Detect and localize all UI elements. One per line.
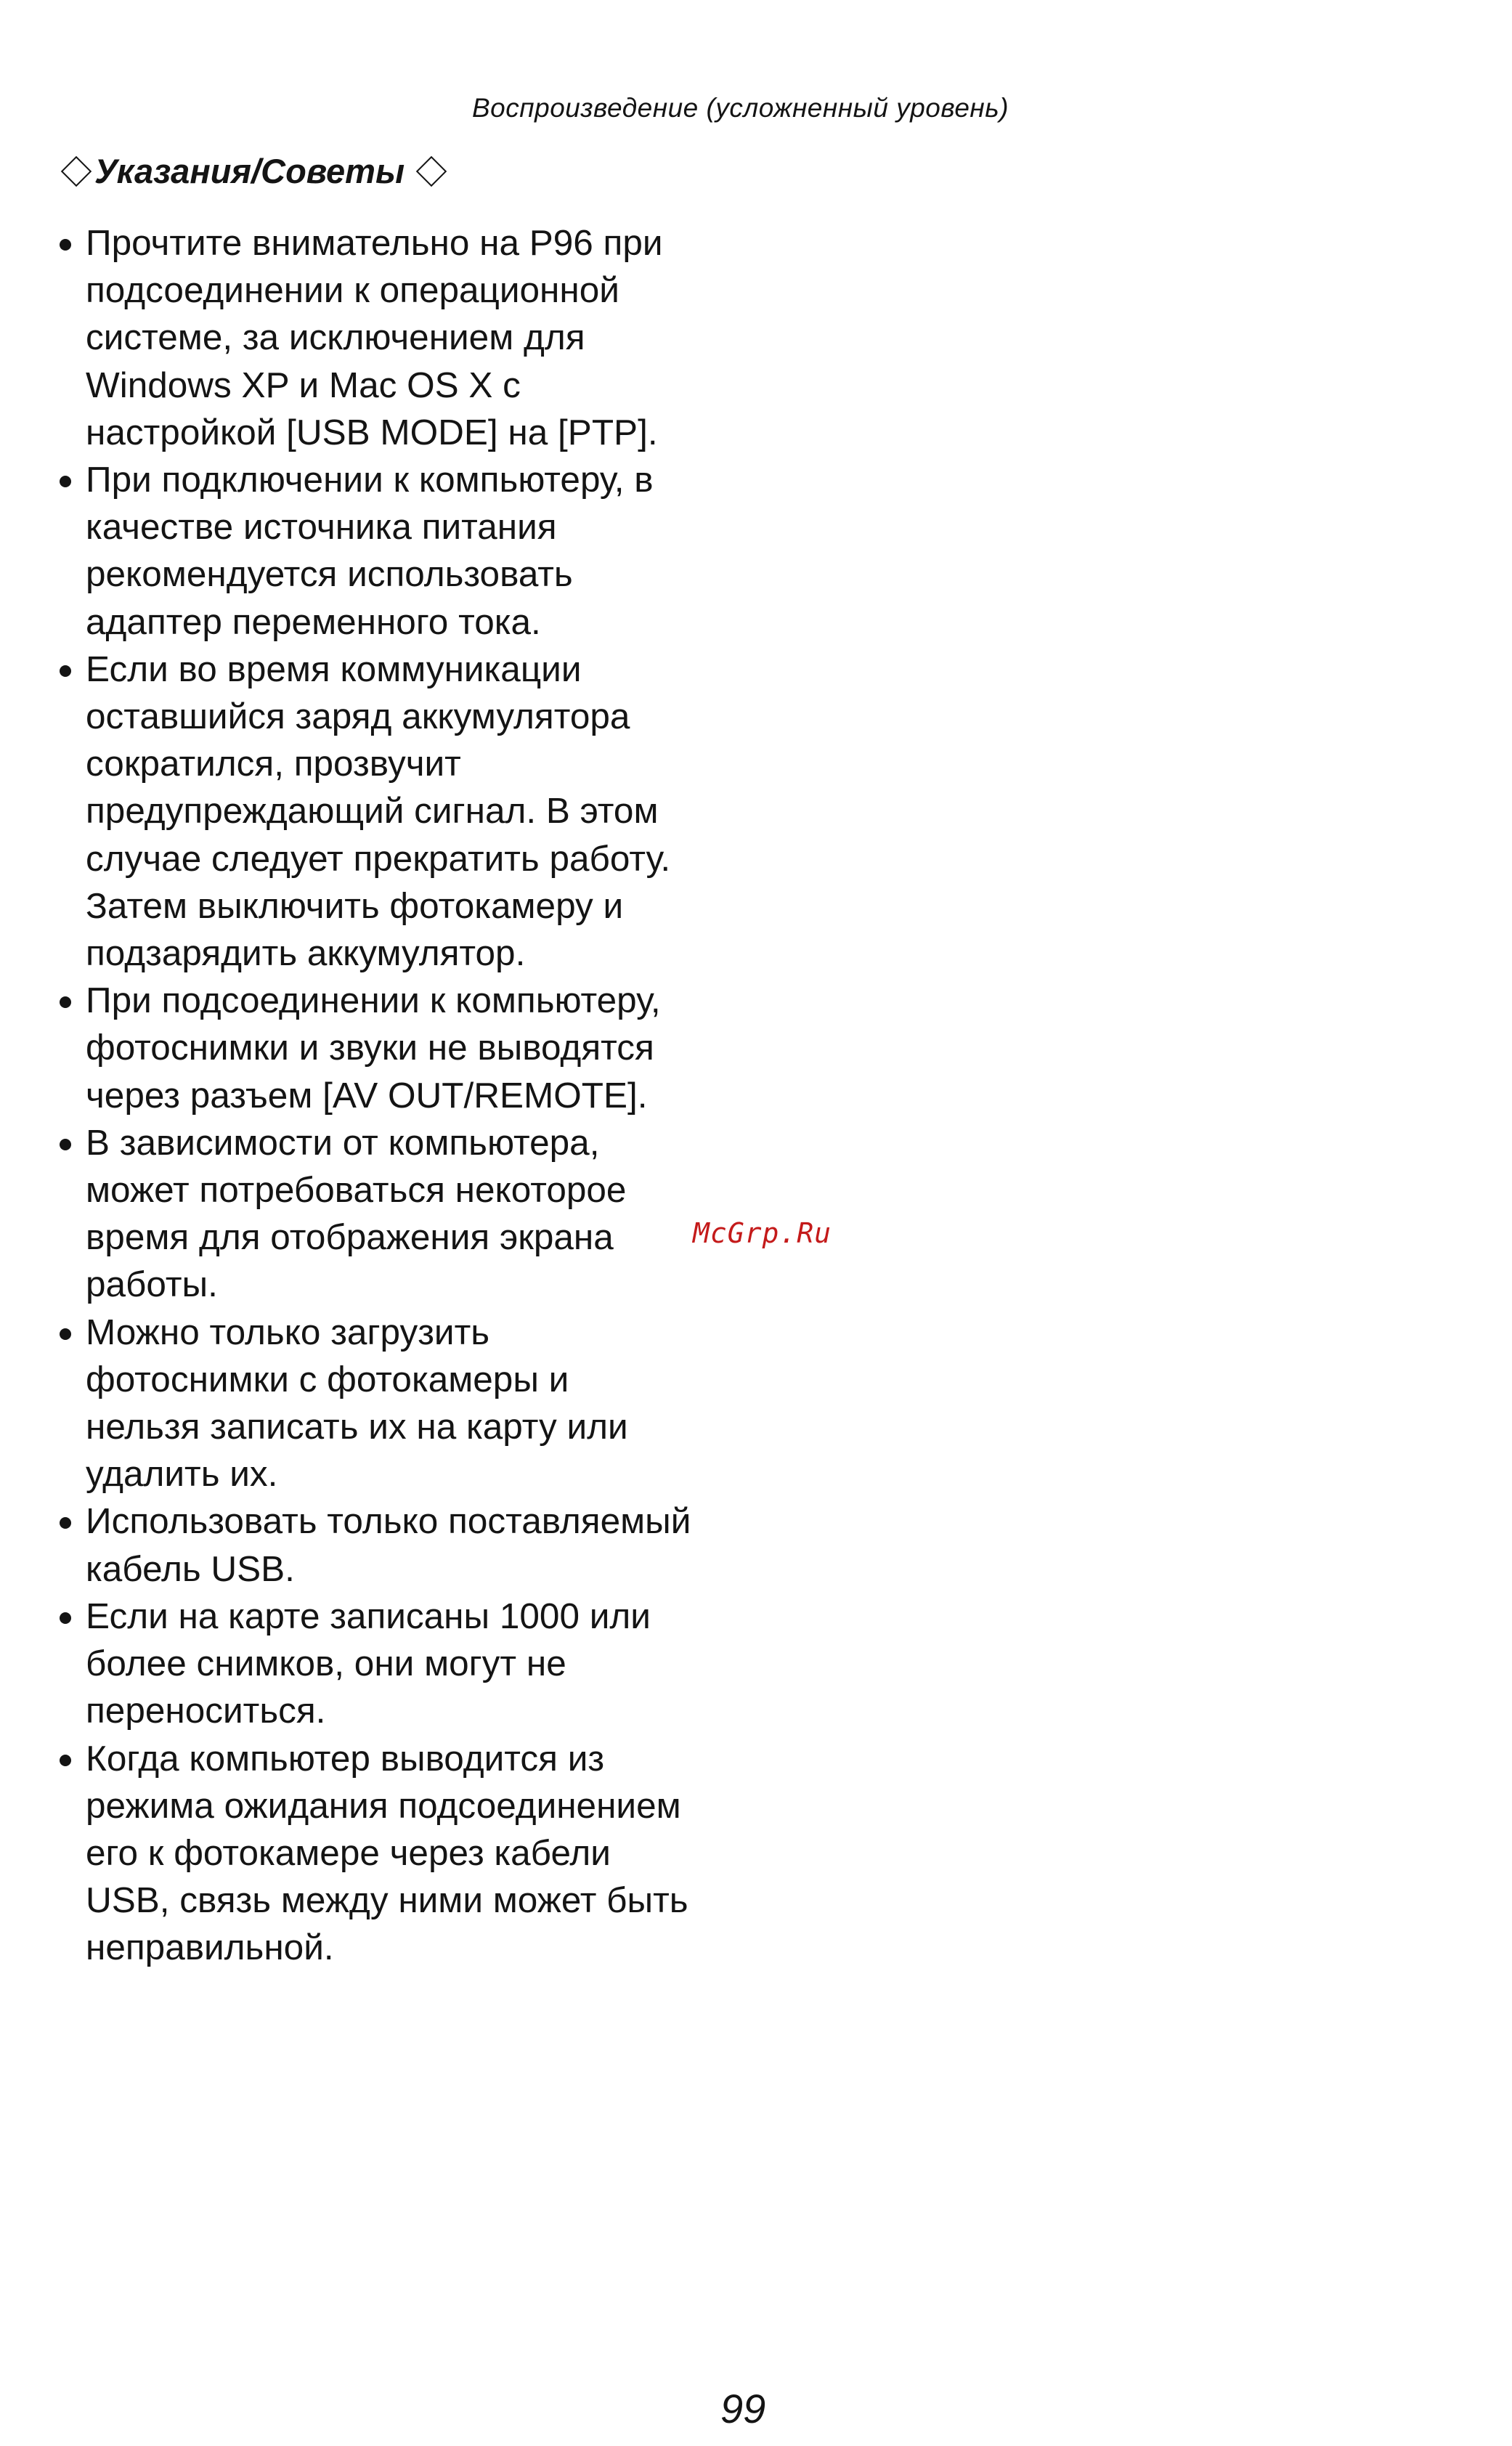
tip-item xyxy=(55,1498,752,1592)
bullet-icon xyxy=(60,1755,71,1766)
tip-line: фотоснимки и звуки не выводятся xyxy=(86,1028,654,1068)
section-title: Указания/Советы xyxy=(94,152,405,190)
tip-line: кабель USB. xyxy=(86,1548,295,1589)
tip-line: При подсоединении к компьютеру, xyxy=(86,980,661,1021)
tip-line: Прочтите внимательно на P96 при xyxy=(86,223,663,263)
tip-line: более снимков, они могут не xyxy=(86,1643,566,1684)
tip-line: В зависимости от компьютера, xyxy=(86,1122,600,1163)
tip-line: качестве источника питания xyxy=(86,507,557,548)
tip-line: может потребоваться некоторое xyxy=(86,1170,627,1211)
tip-line: работы. xyxy=(86,1264,218,1305)
bullet-icon xyxy=(60,1612,71,1624)
tip-line: Использовать только поставляемый xyxy=(86,1501,691,1542)
section-heading xyxy=(58,151,450,191)
tip-line: Если на карте записаны 1000 или xyxy=(86,1596,651,1636)
tip-line: через разъем [AV OUT/REMOTE]. xyxy=(86,1075,648,1116)
tip-item xyxy=(55,1119,752,1309)
tip-item xyxy=(55,1309,752,1498)
tip-line: время для отображения экрана xyxy=(86,1217,614,1258)
tip-line: его к фотокамере через кабели xyxy=(86,1832,611,1873)
tip-line: USB, связь между ними может быть xyxy=(86,1880,688,1921)
bullet-icon xyxy=(60,665,71,677)
tip-line: нельзя записать их на карту или xyxy=(86,1407,628,1447)
tip-item xyxy=(55,646,752,977)
tip-line: Можно только загрузить xyxy=(86,1312,490,1352)
tip-line: рекомендуется использовать xyxy=(86,554,573,595)
tip-line: удалить их. xyxy=(86,1454,278,1495)
bullet-icon xyxy=(60,239,71,251)
tip-line: системе, за исключением для xyxy=(86,317,585,358)
tip-item xyxy=(55,1735,752,1972)
tip-line: сократился, прозвучит xyxy=(86,744,461,784)
diamond-right-icon xyxy=(416,155,447,186)
tip-line: Если во время коммуникации xyxy=(86,649,582,689)
tip-line: подзарядить аккумулятор. xyxy=(86,933,526,974)
tips-list xyxy=(55,219,752,1972)
tip-line: подсоединении к операционной xyxy=(86,270,619,311)
tip-line: случае следует прекратить работу. xyxy=(86,838,671,879)
tip-item xyxy=(55,456,752,646)
tip-line: Когда компьютер выводится из xyxy=(86,1738,605,1779)
tip-line: адаптер переменного тока. xyxy=(86,601,541,642)
tip-line: режима ожидания подсоединением xyxy=(86,1785,681,1826)
tip-line: Затем выключить фотокамеру и xyxy=(86,885,624,926)
running-header: Воспроизведение (усложненный уровень) xyxy=(472,93,1009,123)
tip-line: фотоснимки с фотокамеры и xyxy=(86,1359,569,1399)
watermark-link[interactable]: McGrp.Ru xyxy=(693,1217,832,1249)
tip-line: неправильной. xyxy=(86,1927,334,1968)
bullet-icon xyxy=(60,996,71,1008)
bullet-icon xyxy=(60,1328,71,1340)
bullet-icon xyxy=(60,1517,71,1529)
tip-line: настройкой [USB MODE] на [PTP]. xyxy=(86,412,658,452)
page-number: 99 xyxy=(720,2386,766,2431)
tip-line: При подключении к компьютеру, в xyxy=(86,460,654,500)
tip-line: переноситься. xyxy=(86,1691,326,1731)
tip-line: предупреждающий сигнал. В этом xyxy=(86,791,659,832)
diamond-left-icon xyxy=(61,155,92,186)
tip-item xyxy=(55,977,752,1119)
tip-line: Windows XP и Mac OS X с xyxy=(86,365,521,405)
tip-item xyxy=(55,1593,752,1735)
bullet-icon xyxy=(60,476,71,487)
tip-item xyxy=(55,219,752,456)
bullet-icon xyxy=(60,1139,71,1150)
tip-line: оставшийся заряд аккумулятора xyxy=(86,696,630,737)
